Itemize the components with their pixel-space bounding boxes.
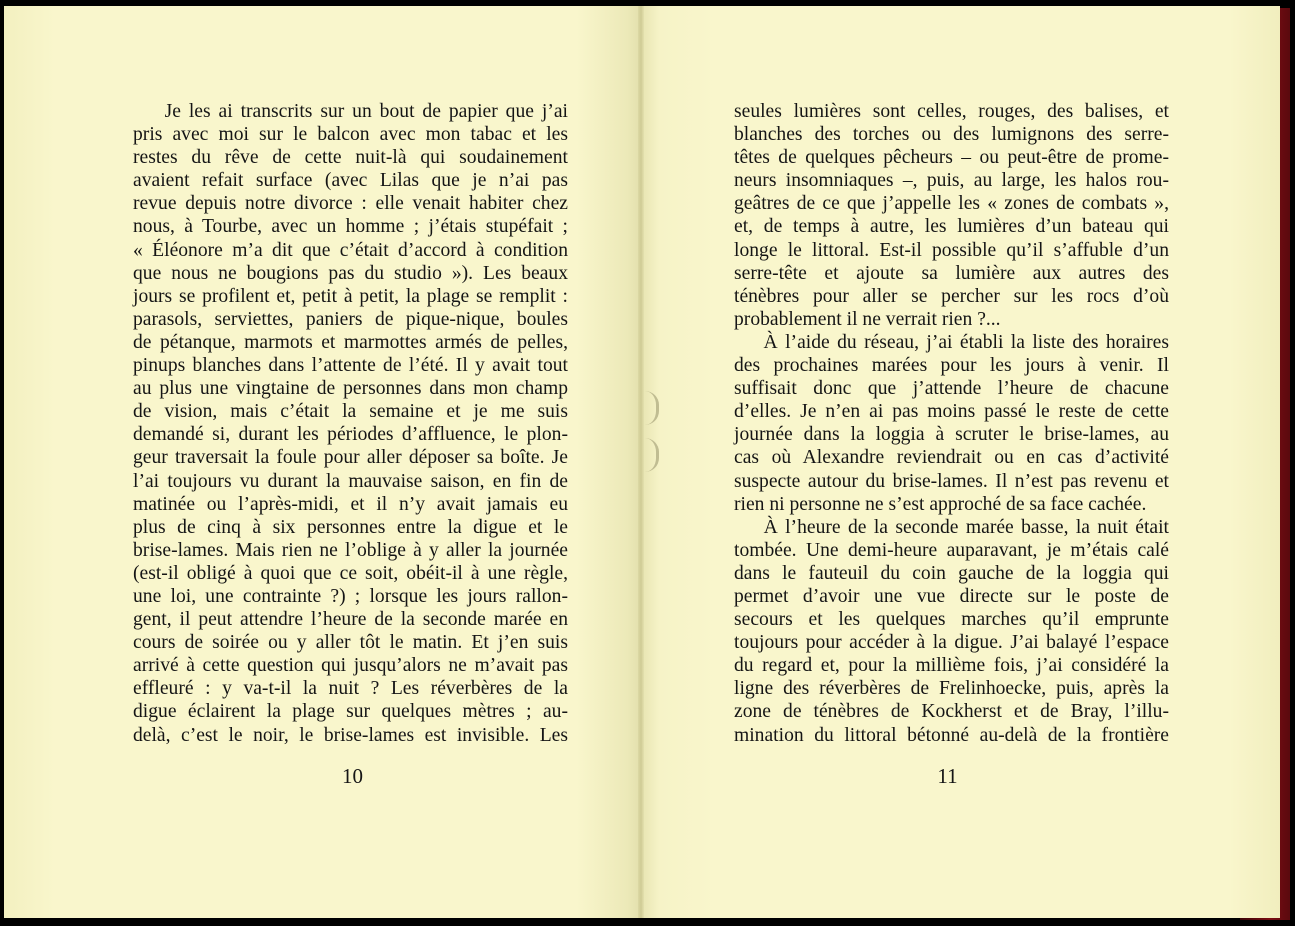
text-line: (est-il obligé à quoi que ce soit, obéit-il à une règle, <box>133 562 568 584</box>
text-line: brise-lames. Mais rien ne l’oblige à y aller la journée <box>133 539 568 561</box>
text-line: demandé si, durant les périodes d’affluence, le plon- <box>133 424 568 446</box>
text-line: blanches des torches ou des lumignons des serre- <box>734 124 1169 146</box>
text-line: une loi, une contrainte ?) ; lorsque les jours rallon- <box>133 585 568 607</box>
text-line: d’elles. Je n’en ai pas moins passé le reste de cette <box>734 401 1169 423</box>
text-line: delà, c’est le noir, le brise-lames est invisible. Les <box>133 724 568 746</box>
text-line: pinups blanches dans l’attente de l’été. Il y avait tout <box>133 355 568 377</box>
text-line: matinée ou l’après-midi, et il n’y avait jamais eu <box>133 493 568 515</box>
text-line: dans le fauteuil du coin gauche de la loggia qui <box>734 562 1169 584</box>
text-line: toujours pour accéder à la digue. J’ai balayé l’espace <box>734 632 1169 654</box>
text-line: journée dans la loggia à scruter le brise-lames, au <box>734 424 1169 446</box>
text-line: restes du rêve de cette nuit-là qui soudainement <box>133 147 568 169</box>
text-line: parasols, serviettes, paniers de pique-nique, boules <box>133 308 568 330</box>
text-line: suspecte autour du brise-lames. Il n’est pas revenu et <box>734 470 1169 492</box>
text-line: serre-tête et ajoute sa lumière aux autres des <box>734 262 1169 284</box>
text-line: plus de cinq à six personnes entre la digue et le <box>133 516 568 538</box>
text-line: À l’heure de la seconde marée basse, la nuit était <box>734 516 1169 538</box>
text-line: et, de temps à autre, les lumières d’un bateau qui <box>734 216 1169 238</box>
text-line: seules lumières sont celles, rouges, des balises, et <box>734 101 1169 122</box>
text-line: secours et les quelques marches qu’il emprunte <box>734 609 1169 631</box>
text-line: au plus une vingtaine de personnes dans mon champ <box>133 378 568 400</box>
left-page-number: 10 <box>342 764 363 788</box>
text-line: avaient refait surface (avec Lilas que je n’ai pas <box>133 170 568 192</box>
text-line: effleuré : y va-t-il la nuit ? Les réverbères de la <box>133 678 568 700</box>
text-line: digue éclairent la plage sur quelques mètres ; au- <box>133 701 568 723</box>
text-line: des prochaines marées pour les jours à venir. Il <box>734 355 1169 377</box>
text-line: de vision, mais c’était la semaine et je me suis <box>133 401 568 423</box>
text-line: pris avec moi sur le balcon avec mon tabac et les <box>133 124 568 146</box>
text-line: geâtres de ce que j’appelle les « zones de combats », <box>734 193 1169 215</box>
text-line: que nous ne bougions pas du studio »). Les beaux <box>133 262 568 284</box>
text-line: mination du littoral bétonné au-delà de la frontière <box>734 724 1169 746</box>
text-line: tombée. Une demi-heure auparavant, je m’étais calé <box>734 539 1169 561</box>
text-line: Je les ai transcrits sur un bout de papier que j’ai <box>133 101 568 122</box>
right-page-text <box>734 100 1169 747</box>
right-page-number: 11 <box>937 764 958 788</box>
text-line: cours de soirée ou y aller tôt le matin. Et j’en suis <box>133 632 568 654</box>
text-line: zone de ténèbres de Kockherst et de Bray, l’illu- <box>734 701 1169 723</box>
text-line: permet d’avoir une vue directe sur le poste de <box>734 585 1169 607</box>
text-line: l’ai toujours vu durant la mauvaise saison, en fin de <box>133 470 568 492</box>
text-line: rien ni personne ne s’est approché de sa face cachée. <box>734 493 1147 515</box>
text-line: suffisait donc que j’attende l’heure de chacune <box>734 378 1169 400</box>
text-line: gent, il peut attendre l’heure de la seconde marée en <box>133 609 568 631</box>
text-line: jours se profilent et, petit à petit, la plage se remplit : <box>133 285 568 307</box>
text-line: longe le littoral. Est-il possible qu’il s’affuble d’un <box>734 239 1169 261</box>
text-line: revue depuis notre divorce : elle venait habiter chez <box>133 193 568 215</box>
text-line: cas où Alexandre reviendrait ou en cas d’activité <box>734 447 1169 469</box>
text-line: ténèbres pour aller se percher sur les rocs d’où <box>734 285 1169 307</box>
text-line: « Éléonore m’a dit que c’était d’accord à condition <box>133 239 568 261</box>
text-line: ligne des réverbères de Frelinhoecke, puis, après la <box>734 678 1169 700</box>
text-line: arrivé à cette question qui jusqu’alors ne m’avait pas <box>133 655 568 677</box>
text-line: À l’aide du réseau, j’ai établi la liste des horaires <box>734 331 1169 353</box>
text-line: têtes de quelques pêcheurs – ou peut-être de prome- <box>734 147 1169 169</box>
text-line: de pétanque, marmots et marmottes armés de pelles, <box>133 331 568 353</box>
text-line: du regard et, pour la millième fois, j’ai considéré la <box>734 655 1169 677</box>
text-line: neurs insomniaques –, puis, au large, les halos rou- <box>734 170 1169 192</box>
text-line: geur traversait la foule pour aller déposer sa boîte. Je <box>133 447 568 469</box>
text-line: nous, à Tourbe, avec un homme ; j’étais stupéfait ; <box>133 216 568 238</box>
text-line: probablement il ne verrait rien ?... <box>734 308 1001 330</box>
